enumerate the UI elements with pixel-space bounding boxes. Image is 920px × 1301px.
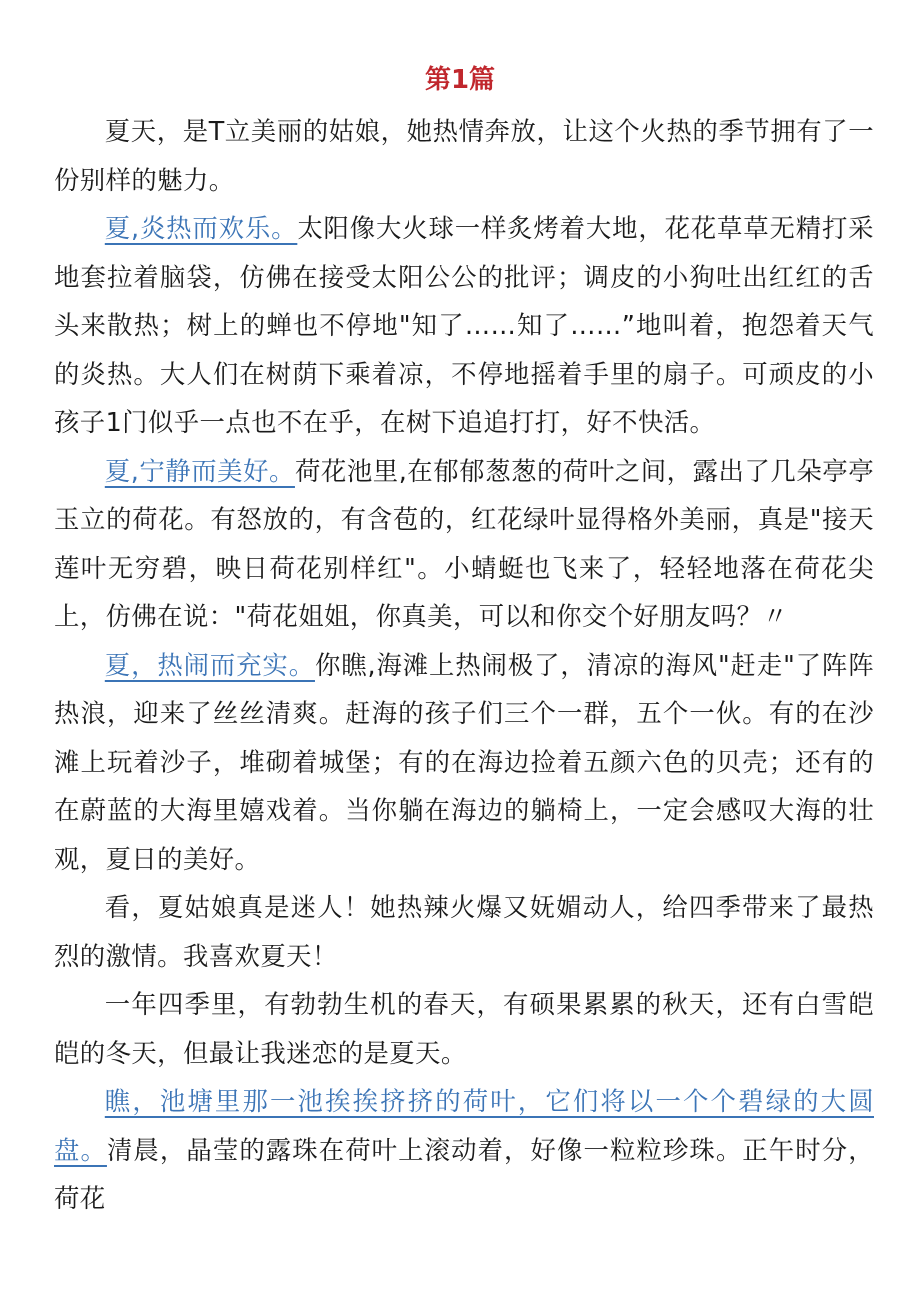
paragraph-text: 太阳像大火球一样炙烤着大地，花花草草无精打采地套拉着脑袋，仿佛在接受太阳公公的批评；调皮的小狗吐出红红的舌头来散热；树上的蝉也不停地"知了……知了……”地叫着，抱怨着天气的炎热。大人们在树荫下乘着凉，不停地摇着手里的扇子。可顽皮的小孩子1门似乎一点也不在乎，在树下追追打打，好不快活。 (54, 213, 874, 437)
highlighted-lead: 夏,宁静而美好。 (104, 455, 295, 486)
paragraph-text: 清晨，晶莹的露珠在荷叶上滚动着，好像一粒粒珍珠。正午时分，荷花 (54, 1134, 874, 1213)
paragraph-5 (54, 883, 874, 980)
paragraph-text: 看，夏姑娘真是迷人！她热辣火爆又妩媚动人，给四季带来了最热烈的激情。我喜欢夏天！ (54, 892, 874, 971)
highlighted-lead: 夏,炎热而欢乐。 (104, 213, 298, 243)
paragraph-7 (54, 1077, 874, 1223)
paragraph-text: 你瞧,海滩上热闹极了，清凉的海风"赶走"了阵阵热浪，迎来了丝丝清爽。赶海的孩子们三个一群，五个一伙。有的在沙滩上玩着沙子，堆砌着城堡；有的在海边捡着五颜六色的贝壳；还有的在蔚蓝的大海里嬉戏着。当你躺在海边的躺椅上，一定会感叹大海的壮观，夏日的美好。 (54, 649, 874, 874)
highlighted-lead: 夏，热闹而充实。 (104, 649, 315, 680)
paragraph-text: 荷花池里,在郁郁葱葱的荷叶之间，露出了几朵亭亭玉立的荷花。有怒放的，有含苞的，红花绿叶显得格外美丽，真是"接天莲叶无穷碧，映日荷花别样红"。小蜻蜓也飞来了，轻轻地落在荷花尖上，仿佛在说："荷花姐姐，你真美，可以和你交个好朋友吗？〃 (54, 455, 874, 631)
paragraph-1 (54, 107, 874, 204)
paragraph-text: 一年四季里，有勃勃生机的春天，有硕果累累的秋天，还有白雪皑皑的冬天，但最让我迷恋的是夏天。 (54, 989, 874, 1068)
paragraph-6 (54, 980, 874, 1077)
article-body (54, 107, 874, 1223)
paragraph-2 (54, 204, 874, 447)
highlighted-lead: 瞧，池塘里那一池挨挨挤挤的荷叶，它们将以一个个碧绿的大圆盘。 (54, 1086, 874, 1165)
paragraph-3 (54, 447, 874, 641)
paragraph-4 (54, 641, 874, 884)
page-title: 第1篇 (424, 65, 496, 95)
paragraph-text: 夏天，是T立美丽的姑娘，她热情奔放，让这个火热的季节拥有了一份别样的魅力。 (54, 116, 874, 195)
